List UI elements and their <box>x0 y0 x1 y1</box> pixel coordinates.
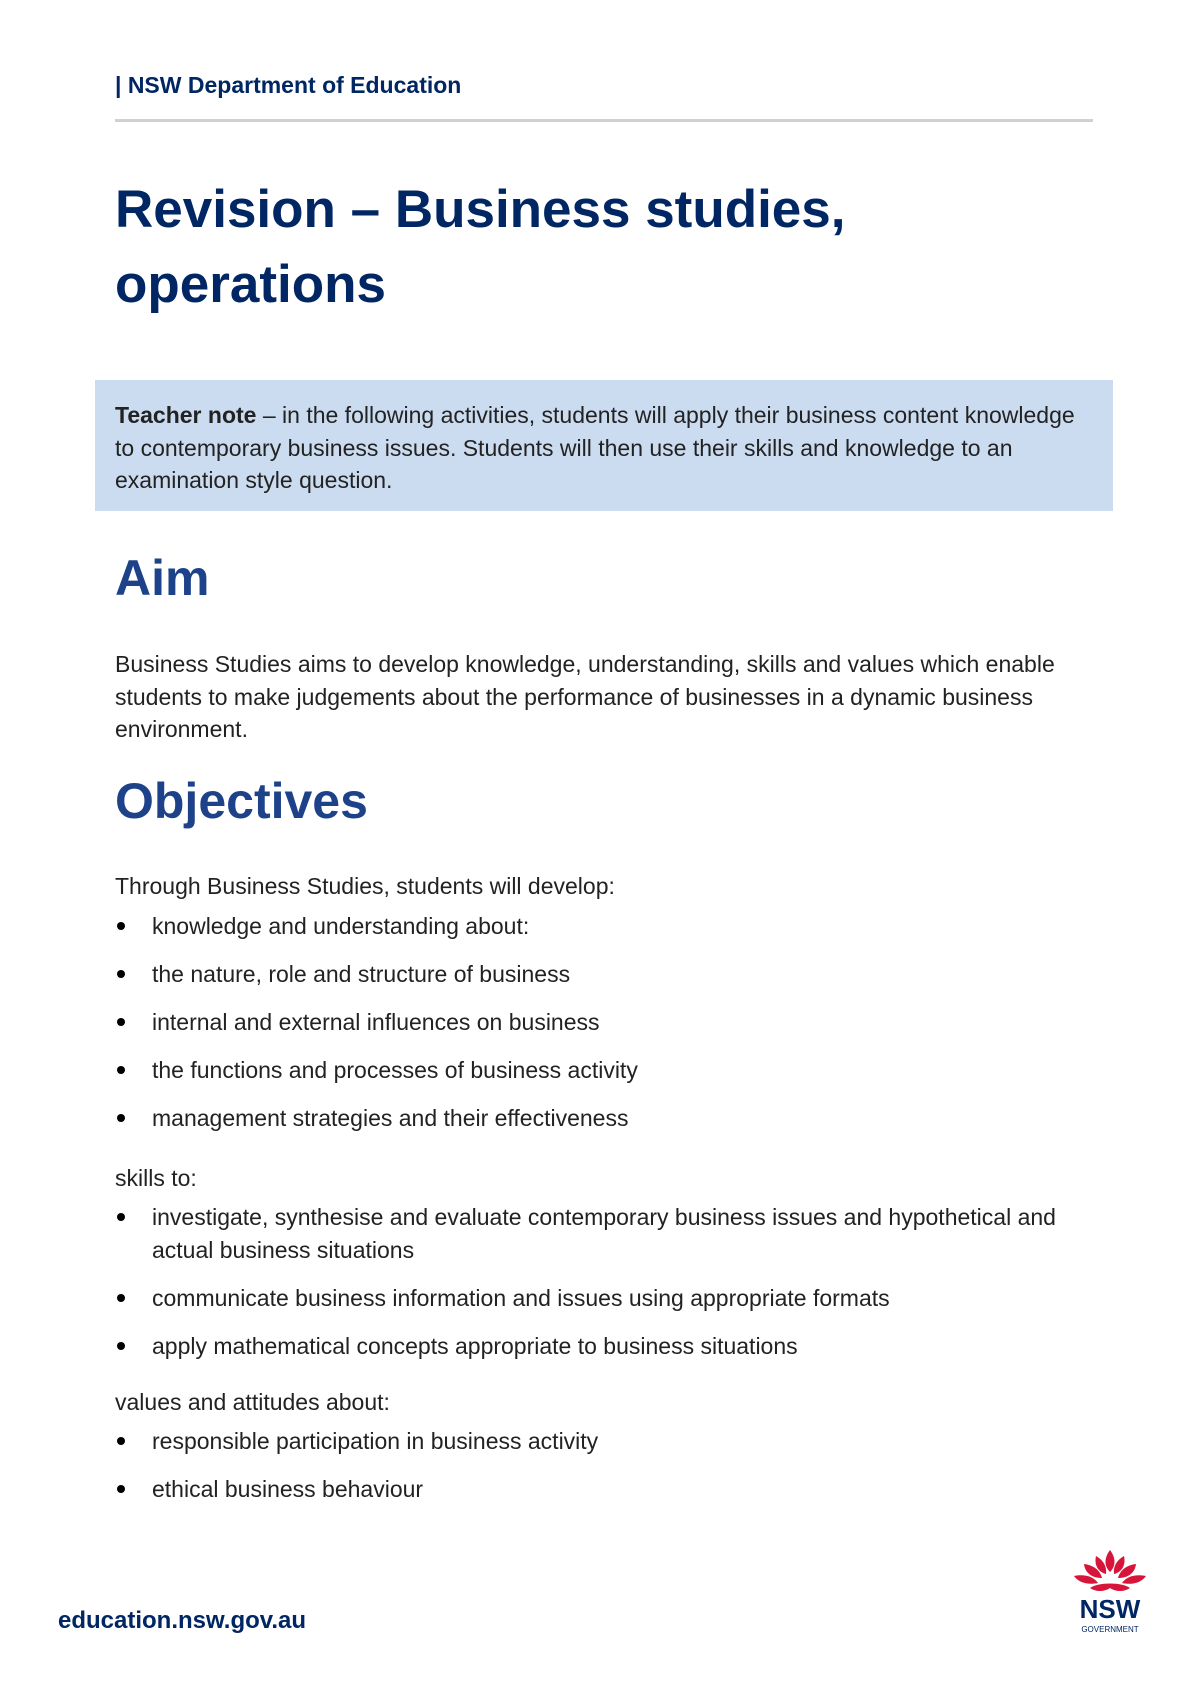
header-department: | NSW Department of Education <box>115 72 462 98</box>
list-item <box>115 1330 1075 1363</box>
list-item <box>115 1054 1075 1087</box>
aim-heading: Aim <box>115 550 210 606</box>
list-item <box>115 958 1075 991</box>
header-divider <box>115 119 1093 122</box>
list-item <box>115 1006 1075 1039</box>
bullet-icon <box>117 1294 125 1302</box>
bullet-icon <box>117 1213 125 1221</box>
values-intro: values and attitudes about: <box>115 1389 390 1415</box>
nsw-government-logo <box>1060 1548 1160 1636</box>
list-item-text: communicate business information and issues using appropriate formats <box>152 1284 890 1311</box>
list-item-text: knowledge and understanding about: <box>152 913 530 939</box>
teacher-note-box <box>95 380 1113 511</box>
list-item-text: the nature, role and structure of business <box>152 961 571 987</box>
list-item <box>115 1425 1075 1458</box>
teacher-note-text: – in the following activities, students will apply their business content knowledge to contemporary business issues. Students will then use their skills and knowledge to an examination style question. <box>115 402 1075 493</box>
logo-subtext: GOVERNMENT <box>1081 1625 1139 1634</box>
list-item <box>115 1473 1075 1506</box>
list-item <box>115 910 1075 943</box>
bullet-icon <box>117 1485 125 1493</box>
list-item-text: management strategies and their effectiveness <box>152 1105 629 1131</box>
list-item <box>115 1102 1075 1135</box>
knowledge-list <box>115 910 1075 1150</box>
skills-intro: skills to: <box>115 1165 197 1191</box>
page-title: Revision – Business studies, operations <box>115 180 846 314</box>
bullet-icon <box>117 1114 125 1122</box>
list-item-text: ethical business behaviour <box>152 1476 424 1502</box>
bullet-icon <box>117 1066 125 1074</box>
list-item <box>115 1201 1075 1266</box>
logo-text: NSW <box>1079 1594 1141 1624</box>
bullet-icon <box>117 1342 125 1350</box>
list-item-text: the functions and processes of business activity <box>152 1057 638 1083</box>
bullet-icon <box>117 922 125 930</box>
list-item-text: responsible participation in business activity <box>152 1428 599 1454</box>
list-item-text: internal and external influences on business <box>152 1009 600 1035</box>
teacher-note-label: Teacher note <box>115 402 257 428</box>
skills-list <box>115 1201 1075 1378</box>
waratah-icon <box>1074 1550 1146 1591</box>
objectives-intro: Through Business Studies, students will develop: <box>115 873 615 899</box>
objectives-heading: Objectives <box>115 773 368 829</box>
footer-url: education.nsw.gov.au <box>58 1607 307 1634</box>
values-list <box>115 1425 1075 1521</box>
bullet-icon <box>117 1018 125 1026</box>
list-item-text: apply mathematical concepts appropriate to business situations <box>152 1332 798 1359</box>
bullet-icon <box>117 970 125 978</box>
list-item <box>115 1282 1075 1315</box>
bullet-icon <box>117 1437 125 1445</box>
list-item-text: investigate, synthesise and evaluate contemporary business issues and hypothetical and actual business situations <box>152 1204 1056 1263</box>
aim-paragraph: Business Studies aims to develop knowledge, understanding, skills and values which enable students to make judgements about the performance of businesses in a dynamic business environment. <box>115 651 1055 742</box>
